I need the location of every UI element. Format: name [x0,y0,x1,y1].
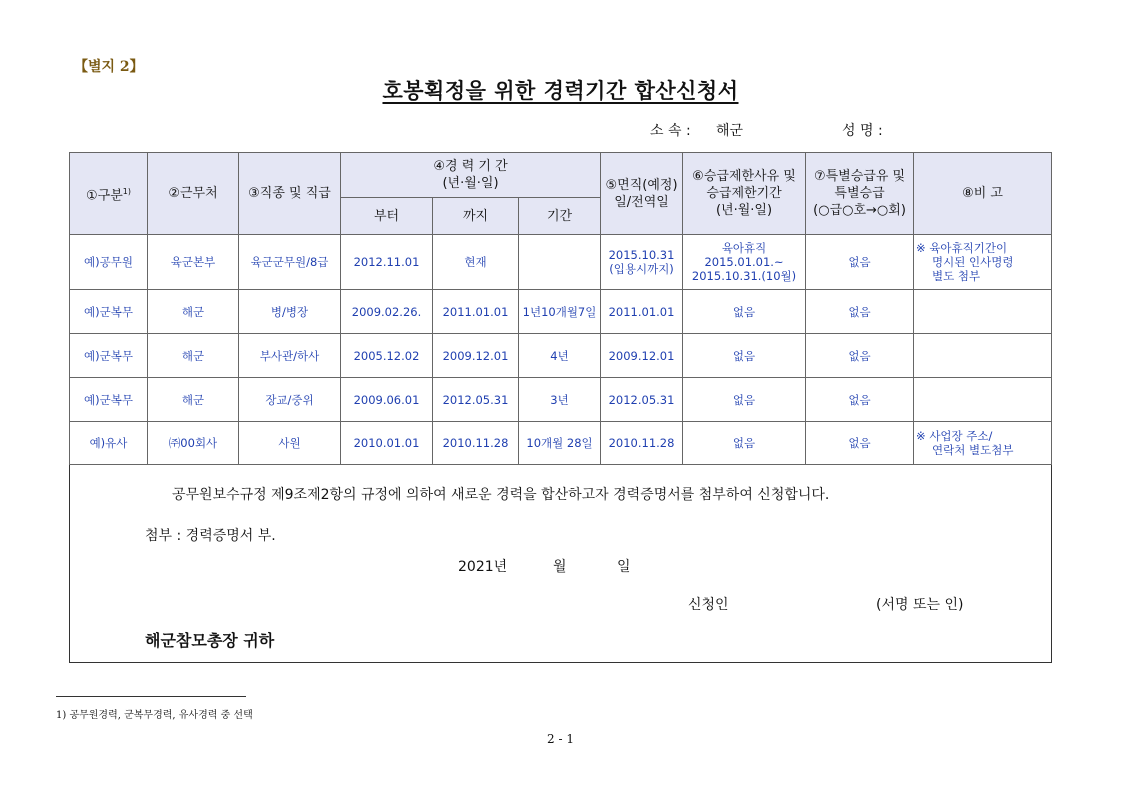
header-discharge: ⑤면직(예정)일/전역일 [601,153,683,235]
footnote: 1) 공무원경력, 군복무경력, 유사경력 중 선택 [56,710,253,721]
application-statement: 공무원보수규정 제9조제2항의 규정에 의하여 새로운 경력을 합산하고자 경력증명서를 첨부하여 신청합니다. [172,487,830,503]
header-from: 부터 [341,198,433,235]
annex-label: 【별지 2】 [74,59,144,75]
table-row: 예)유사 ㈜00회사 사원 2010.01.01 2010.11.28 10개월 28일 2010.11.28 없음 없음 ※ 사업장 주소/ 연락처 별도첨부 [70,422,1052,465]
header-period: 기간 [519,198,601,235]
header-special: ⑦특별승급유 및 특별승급 (○급○호→○회) [806,153,914,235]
name-label: 성 명 : [842,123,883,139]
attachment-line: 첨부 : 경력증명서 부. [145,528,276,544]
header-career-period: ④경 력 기 간 (년·월·일) [341,153,601,198]
header-position: ③직종 및 직급 [239,153,341,235]
table-row: 예)군복무 해군 부사관/하사 2005.12.02 2009.12.01 4년 2009.12.01 없음 없음 [70,334,1052,378]
date-day: 일 [617,559,631,575]
career-table [69,152,1052,465]
header-type: ①구분$^{1)}$ [70,153,148,235]
table-row: 예)군복무 해군 병/병장 2009.02.26. 2011.01.01 1년10개월7일 2011.01.01 없음 없음 [70,290,1052,334]
date-month: 월 [553,559,567,575]
header-note: ⑧비 고 [914,153,1052,235]
signature-label: (서명 또는 인) [876,597,964,613]
affiliation-label: 소 속 : [650,123,691,139]
footnote-divider [56,696,246,697]
header-to: 까지 [433,198,519,235]
document-title: 호봉획정을 위한 경력기간 합산신청서 [382,79,739,103]
table-row: 예)공무원 육군본부 육군군무원/8급 2012.11.01 현재 2015.10.31 (입용시까지) 육아휴직 2015.01.01.~ 2015.10.31.(10월) 없음 ※ 육아휴직기간이 명시된 인사명령 별도 첨부 [70,235,1052,290]
recipient: 해군참모총장 귀하 [145,631,275,650]
header-restriction: ⑥승급제한사유 및 승급제한기간 (년·월·일) [683,153,806,235]
header-workplace: ②근무처 [148,153,239,235]
page-number: 2 - 1 [547,732,574,746]
date-year: 2021년 [458,559,508,575]
applicant-label: 신청인 [688,597,729,613]
table-row: 예)군복무 해군 장교/중위 2009.06.01 2012.05.31 3년 2012.05.31 없음 없음 [70,378,1052,422]
affiliation-value: 해군 [716,123,744,139]
